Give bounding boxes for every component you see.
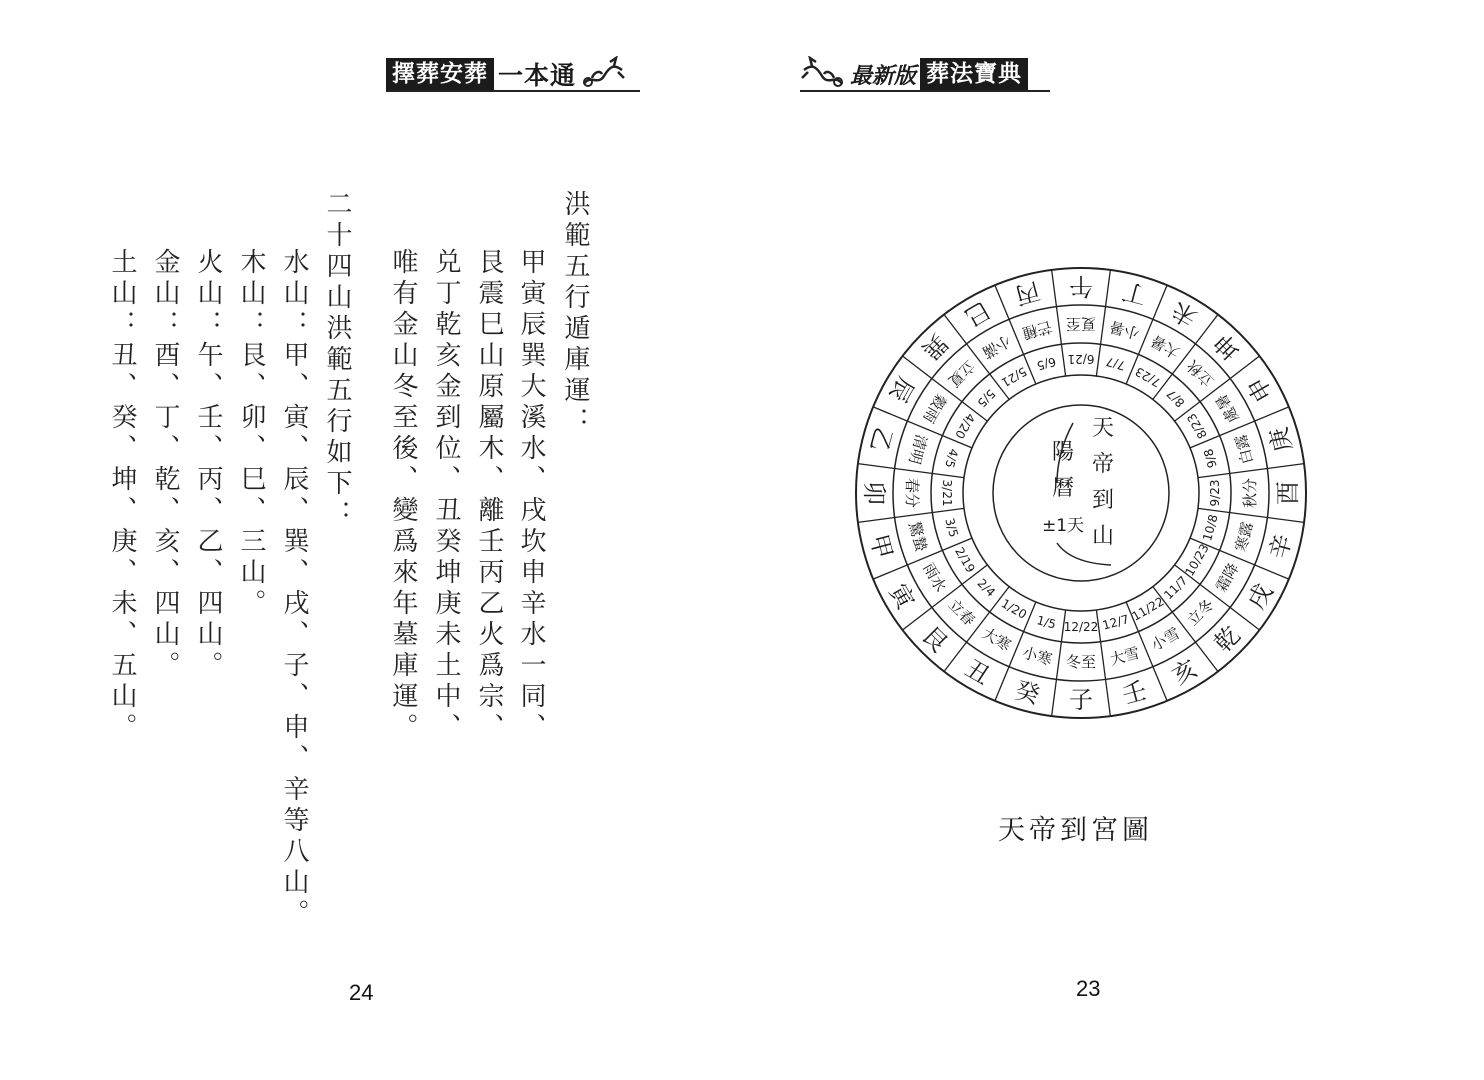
dial-date-label: 8/7 — [1163, 386, 1188, 411]
dial-date-label: 2/19 — [952, 544, 978, 576]
dial-solar-term-ring — [903, 315, 1259, 671]
dial-mountain-label: 辛 — [1264, 531, 1298, 562]
list-item: 木山：艮、卯、巳、三山。 — [236, 248, 266, 620]
dial-date-ring — [940, 352, 1222, 634]
dial-solar-term-label: 立春 — [944, 595, 979, 630]
page-number: 24 — [349, 980, 374, 1005]
heavenly-emperor-dial — [848, 255, 1314, 731]
dial-solar-term-label: 夏至 — [1065, 315, 1097, 333]
dial-center-char: 山 — [1091, 524, 1115, 549]
dial-mountain-label: 戌 — [1242, 579, 1279, 614]
dial-date-label: 5/21 — [998, 364, 1030, 390]
dial-mountain-label: 未 — [1167, 295, 1202, 332]
dial-mountain-label: 坤 — [1208, 328, 1246, 366]
header-book-title-boxed: 擇葬安葬 — [386, 58, 494, 90]
dial-mountain-label: 申 — [1242, 372, 1279, 407]
dial-solar-term-label: 清明 — [905, 432, 931, 467]
page-number: 23 — [1076, 976, 1101, 1001]
dial-solar-term-label: 立秋 — [1183, 356, 1218, 391]
dial-mountain-ring — [860, 272, 1302, 714]
verse-line-3: 兑丁乾亥金到位、丑癸坤庚未土中、 — [431, 248, 461, 744]
list-item: 火山：午、壬、丙、乙、四山。 — [193, 248, 223, 682]
header-edition-label: 最新版 — [850, 63, 917, 89]
dial-date-label: 2/4 — [974, 575, 999, 600]
list-item: 金山：酉、丁、乾、亥、四山。 — [150, 248, 180, 682]
dial-date-label: 7/23 — [1132, 364, 1164, 390]
dial-solar-term-label: 小雪 — [1148, 624, 1183, 655]
dial-mountain-label: 巽 — [916, 328, 954, 366]
dial-date-label: 9/23 — [1208, 479, 1222, 507]
dial-mountain-label: 酉 — [1274, 481, 1302, 505]
dial-mountain-label: 子 — [1069, 686, 1093, 714]
dragon-ornament-icon — [800, 56, 846, 90]
dial-date-label: 3/5 — [942, 516, 961, 539]
dial-solar-term-label: 立冬 — [1183, 595, 1218, 630]
dial-date-label: 1/5 — [1035, 613, 1058, 632]
dial-center-note-char: 陽 — [1051, 440, 1075, 465]
dial-date-label: 10/23 — [1182, 541, 1212, 579]
dial-date-label: 6/5 — [1035, 354, 1058, 373]
list-item: 水山：甲、寅、辰、巽、戌、子、申、辛等八山。 — [279, 248, 309, 930]
dial-solar-term-label: 小滿 — [979, 331, 1014, 362]
dial-center-char: 到 — [1091, 488, 1115, 513]
dial-mountain-label: 乾 — [1208, 620, 1246, 658]
dial-center-note-char: ±1天 — [1041, 516, 1085, 536]
dial-mountain-label: 亥 — [1167, 654, 1202, 691]
dial-center-note-char: 曆 — [1051, 476, 1075, 501]
dial-date-label: 7/7 — [1104, 354, 1127, 373]
dial-mountain-label: 寅 — [883, 579, 920, 614]
dial-solar-term-label: 小暑 — [1107, 317, 1142, 343]
dial-solar-term-label: 大暑 — [1148, 331, 1183, 362]
dial-solar-term-label: 處暑 — [1212, 391, 1243, 426]
dial-date-label: 5/5 — [974, 386, 999, 411]
header-book-title-plain: 一本通 — [498, 61, 577, 90]
dial-mountain-label: 辰 — [883, 372, 920, 407]
dial-center — [1042, 416, 1114, 565]
dial-solar-term-label: 穀雨 — [919, 391, 950, 426]
dial-date-label: 6/21 — [1067, 352, 1095, 366]
dial-solar-term-label: 立夏 — [944, 356, 979, 391]
dial-center-char: 帝 — [1091, 452, 1115, 477]
dial-date-label: 11/7 — [1161, 573, 1191, 603]
dial-solar-term-label: 驚蟄 — [905, 519, 931, 554]
dial-solar-term-label: 冬至 — [1065, 653, 1097, 671]
figure-caption: 天帝到宮圖 — [998, 815, 1153, 846]
dial-date-label: 1/20 — [998, 596, 1030, 622]
dial-date-label: 12/22 — [1063, 620, 1099, 634]
dial-solar-term-label: 雨水 — [919, 560, 950, 595]
dial-solar-term-label: 芒種 — [1020, 317, 1055, 343]
dial-mountain-label: 午 — [1069, 272, 1093, 300]
dial-solar-term-label: 寒露 — [1231, 519, 1257, 554]
right-page — [742, 0, 1484, 1080]
dial-mountain-label: 甲 — [864, 531, 898, 562]
dial-date-label: 12/7 — [1100, 612, 1131, 633]
dial-mountain-label: 艮 — [916, 620, 954, 658]
dial-date-label: 9/8 — [1201, 447, 1220, 470]
dial-mountain-label: 巳 — [960, 295, 995, 332]
left-page-header — [386, 56, 640, 92]
dial-date-label: 11/22 — [1129, 594, 1167, 624]
dial-mountain-label: 丑 — [960, 654, 995, 691]
dial-solar-term-label: 春分 — [903, 477, 921, 509]
dial-mountain-label: 卯 — [860, 481, 888, 505]
right-page-header — [800, 56, 1050, 92]
verse-line-4: 唯有金山冬至後、變爲來年墓庫運。 — [388, 248, 418, 744]
dial-solar-term-label: 白露 — [1231, 432, 1257, 467]
dial-solar-term-label: 大雪 — [1107, 643, 1142, 669]
dial-solar-term-label: 小寒 — [1020, 643, 1055, 669]
dial-mountain-label: 丙 — [1012, 276, 1043, 310]
dial-date-label: 3/21 — [940, 479, 954, 507]
list-item: 土山：丑、癸、坤、庚、未、五山。 — [107, 248, 137, 744]
dial-mountain-label: 庚 — [1264, 424, 1298, 455]
dial-solar-term-label: 霜降 — [1212, 560, 1243, 595]
dial-date-label: 4/5 — [942, 447, 961, 470]
section-title: 洪範五行遁庫運： — [560, 190, 590, 438]
dial-solar-term-label: 大寒 — [979, 624, 1014, 655]
list-subtitle: 二十四山洪範五行如下： — [322, 190, 352, 531]
verse-line-1: 甲寅辰巽大溪水、戌坎申辛水一同、 — [516, 248, 546, 744]
dial-mountain-label: 癸 — [1012, 676, 1043, 710]
dial-mountain-label: 乙 — [864, 424, 898, 455]
dial-date-label: 10/8 — [1200, 512, 1221, 543]
dial-date-label: 8/23 — [1184, 410, 1210, 442]
dial-mountain-label: 丁 — [1119, 276, 1150, 310]
dial-date-label: 4/20 — [952, 410, 978, 442]
dial-mountain-label: 壬 — [1119, 676, 1150, 710]
dial-center-char: 天 — [1091, 416, 1115, 441]
dragon-ornament-icon — [580, 56, 626, 90]
dial-solar-term-label: 秋分 — [1241, 477, 1259, 509]
header-book-title-boxed: 葬法寶典 — [920, 58, 1028, 90]
verse-line-2: 艮震巳山原屬木、離壬丙乙火爲宗、 — [474, 248, 504, 744]
dial-ring-lines — [856, 268, 1306, 718]
